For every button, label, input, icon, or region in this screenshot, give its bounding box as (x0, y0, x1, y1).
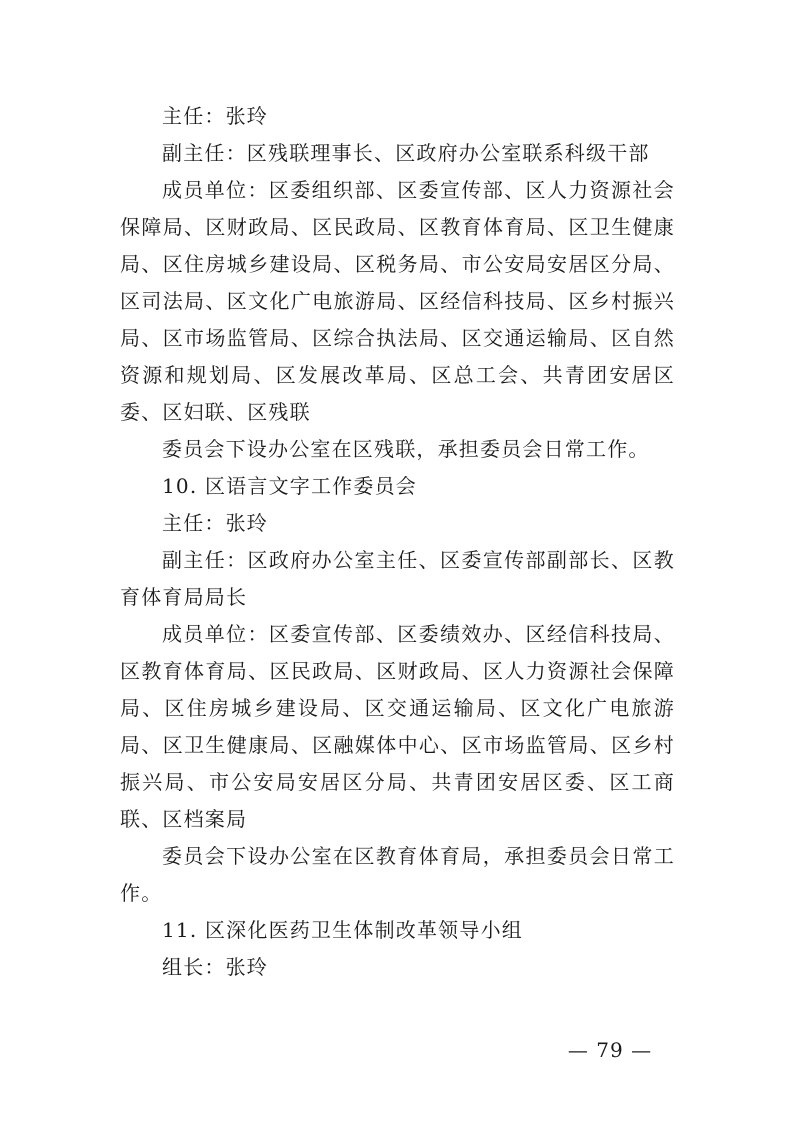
paragraph-group-leader: 组长：张玲 (162, 955, 268, 979)
paragraph-member-units: 成员单位：区委组织部、区委宣传部、区人力资源社会保障局、区财政局、区民政局、区教育体育局、区卫生健康局、区住房城乡建设局、区税务局、市公安局安居区分局、区司法局、区文化广电旅游局、区经信科技局、区乡村振兴局、区市场监管局、区综合执法局、区交通运输局、区自然资源和规划局、区发展改革局、区总工会、共青团安居区委、区妇联、区残联 (120, 178, 675, 424)
paragraph-deputy-director: 副主任：区政府办公室主任、区委宣传部副部长、区教育体育局局长 (120, 548, 675, 609)
paragraph-deputy-director: 副主任：区残联理事长、区政府办公室联系科级干部 (162, 141, 650, 165)
document-body (120, 98, 675, 986)
paragraph-office-note: 委员会下设办公室在区教育体育局，承担委员会日常工作。 (120, 844, 675, 905)
paragraph-office-note: 委员会下设办公室在区残联，承担委员会日常工作。 (162, 437, 650, 461)
paragraph-director: 主任：张玲 (162, 104, 268, 128)
section-heading-11: 11. 区深化医药卫生体制改革领导小组 (162, 918, 523, 942)
paragraph-director: 主任：张玲 (162, 511, 268, 535)
section-heading-10: 10. 区语言文字工作委员会 (162, 474, 417, 498)
page-number: — 79 — (567, 1038, 653, 1062)
paragraph-member-units: 成员单位：区委宣传部、区委绩效办、区经信科技局、区教育体育局、区民政局、区财政局、区人力资源社会保障局、区住房城乡建设局、区交通运输局、区文化广电旅游局、区卫生健康局、区融媒体中心、区市场监管局、区乡村振兴局、市公安局安居区分局、共青团安居区委、区工商联、区档案局 (120, 622, 675, 831)
